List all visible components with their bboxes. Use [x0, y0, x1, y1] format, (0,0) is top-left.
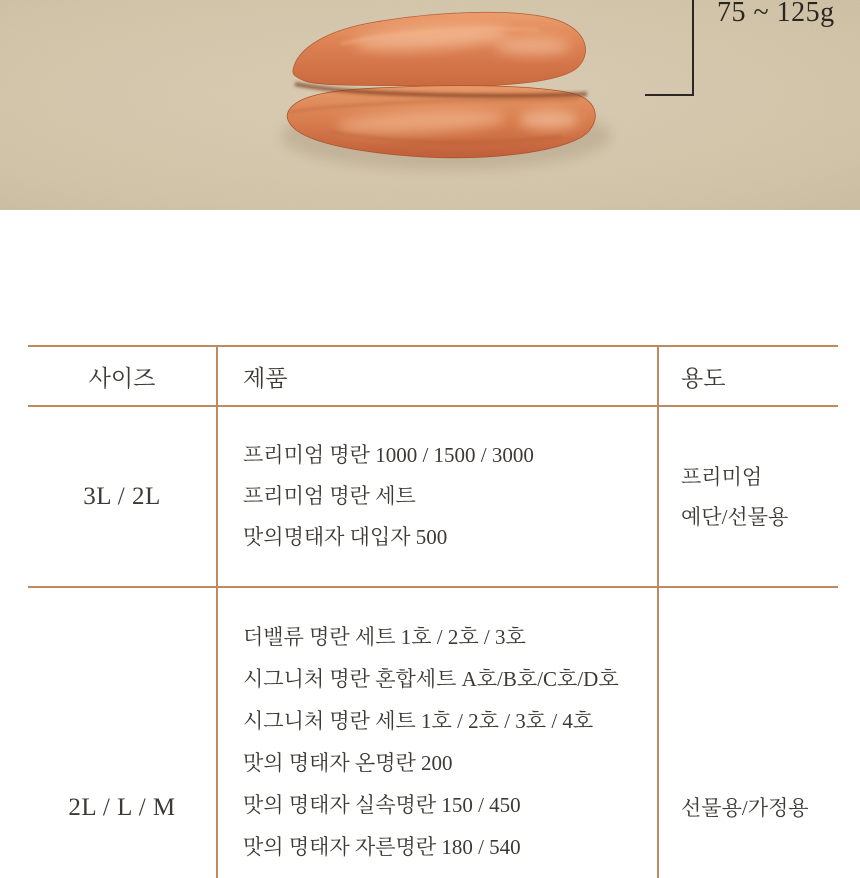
size-value: 2L / L / M	[68, 794, 176, 821]
pollock-roe-photo	[0, 0, 860, 210]
usage-value	[657, 588, 838, 878]
product-item: 시그니처 명란 세트 1호 / 2호 / 3호 / 4호	[243, 709, 594, 733]
size-value: 3L / 2L	[83, 482, 161, 510]
product-item: 맛의 명태자 실속명란 150 / 450	[243, 793, 521, 817]
product-item: 프리미엄 명란 1000 / 1500 / 3000	[243, 443, 534, 467]
product-photo-banner	[0, 0, 860, 210]
size-table-header-row	[28, 347, 838, 407]
table-row	[28, 407, 838, 588]
header-size: 사이즈	[88, 365, 156, 391]
product-item: 맛의 명태자 자른명란 180 / 540	[243, 835, 521, 859]
measurement-bracket-vertical	[692, 0, 694, 96]
usage-line: 예단/선물용	[681, 504, 789, 529]
product-item: 맛의명태자 대입자 500	[243, 525, 448, 549]
table-row	[28, 588, 838, 878]
product-item: 더밸류 명란 세트 1호 / 2호 / 3호	[243, 625, 526, 649]
product-item: 맛의 명태자 온명란 200	[243, 751, 453, 775]
usage-value	[657, 407, 838, 586]
product-list	[216, 407, 657, 586]
product-item: 프리미엄 명란 세트	[243, 484, 416, 508]
measurement-bracket-horizontal	[645, 94, 694, 96]
header-usage: 용도	[657, 347, 838, 405]
weight-range-label: 75 ~ 125g	[717, 0, 835, 28]
product-list	[216, 588, 657, 878]
size-table	[28, 345, 838, 878]
usage-line: 프리미엄	[681, 464, 763, 489]
header-product: 제품	[216, 347, 657, 405]
usage-line: 선물용/가정용	[681, 796, 809, 820]
product-item: 시그니처 명란 혼합세트 A호/B호/C호/D호	[243, 667, 619, 691]
